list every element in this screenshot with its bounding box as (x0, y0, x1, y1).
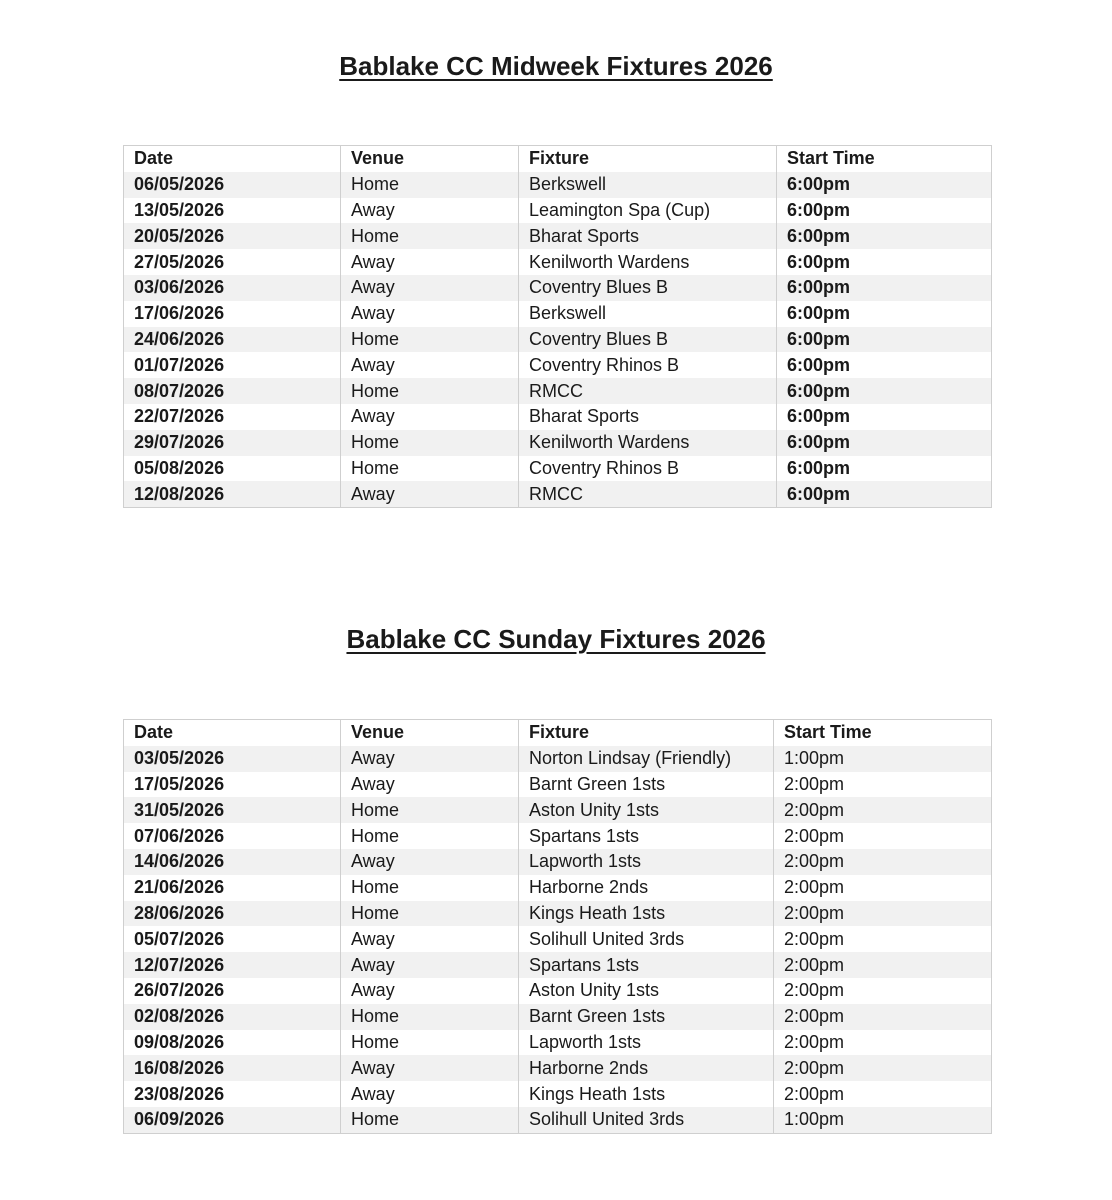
venue-column-header: Venue (341, 720, 519, 746)
fixture-venue: Home (341, 223, 519, 249)
fixture-venue: Away (341, 198, 519, 224)
fixture-date: 24/06/2026 (124, 327, 341, 353)
date-column-header: Date (124, 146, 341, 172)
table-row (124, 1107, 992, 1133)
fixture-venue: Away (341, 404, 519, 430)
fixture-opponent: Aston Unity 1sts (519, 797, 774, 823)
fixture-venue: Away (341, 952, 519, 978)
fixture-opponent: Kenilworth Wardens (519, 430, 777, 456)
fixture-date: 03/05/2026 (124, 746, 341, 772)
fixture-venue: Home (341, 823, 519, 849)
fixture-opponent: Lapworth 1sts (519, 1030, 774, 1056)
fixture-date: 13/05/2026 (124, 198, 341, 224)
fixture-start-time: 2:00pm (774, 849, 992, 875)
table-row (124, 952, 992, 978)
fixture-date: 23/08/2026 (124, 1081, 341, 1107)
fixture-venue: Home (341, 1107, 519, 1133)
fixture-venue: Away (341, 978, 519, 1004)
fixture-start-time: 2:00pm (774, 772, 992, 798)
table-row (124, 327, 992, 353)
fixture-venue: Away (341, 249, 519, 275)
fixture-date: 06/05/2026 (124, 172, 341, 198)
fixture-start-time: 1:00pm (774, 1107, 992, 1133)
start-time-column-header: Start Time (774, 720, 992, 746)
fixture-column-header: Fixture (519, 720, 774, 746)
fixture-opponent: Norton Lindsay (Friendly) (519, 746, 774, 772)
fixture-venue: Home (341, 378, 519, 404)
fixture-start-time: 6:00pm (777, 223, 992, 249)
fixture-venue: Away (341, 926, 519, 952)
fixture-start-time: 2:00pm (774, 952, 992, 978)
table-row (124, 198, 992, 224)
table-row (124, 172, 992, 198)
fixture-date: 17/06/2026 (124, 301, 341, 327)
fixture-start-time: 6:00pm (777, 172, 992, 198)
fixture-date: 28/06/2026 (124, 901, 341, 927)
fixture-venue: Home (341, 797, 519, 823)
fixture-start-time: 6:00pm (777, 430, 992, 456)
fixture-start-time: 6:00pm (777, 481, 992, 507)
table-row (124, 223, 992, 249)
table-row (124, 1081, 992, 1107)
fixture-opponent: Barnt Green 1sts (519, 1004, 774, 1030)
fixture-date: 20/05/2026 (124, 223, 341, 249)
table-row (124, 772, 992, 798)
fixture-opponent: Barnt Green 1sts (519, 772, 774, 798)
fixture-date: 26/07/2026 (124, 978, 341, 1004)
fixture-start-time: 2:00pm (774, 797, 992, 823)
fixture-opponent: Spartans 1sts (519, 952, 774, 978)
fixture-opponent: Leamington Spa (Cup) (519, 198, 777, 224)
fixture-start-time: 2:00pm (774, 978, 992, 1004)
table-row (124, 430, 992, 456)
fixture-start-time: 2:00pm (774, 1055, 992, 1081)
fixture-venue: Away (341, 275, 519, 301)
fixture-opponent: Kings Heath 1sts (519, 901, 774, 927)
fixture-date: 05/08/2026 (124, 456, 341, 482)
table-row (124, 797, 992, 823)
table-row (124, 352, 992, 378)
fixture-date: 08/07/2026 (124, 378, 341, 404)
table-row (124, 275, 992, 301)
fixture-opponent: Coventry Blues B (519, 275, 777, 301)
table-row (124, 978, 992, 1004)
midweek-fixtures-title: Bablake CC Midweek Fixtures 2026 (339, 51, 773, 81)
fixture-venue: Away (341, 746, 519, 772)
table-row (124, 481, 992, 507)
table-row (124, 746, 992, 772)
fixture-start-time: 6:00pm (777, 249, 992, 275)
fixture-opponent: Berkswell (519, 301, 777, 327)
table-row (124, 456, 992, 482)
fixture-venue: Home (341, 1030, 519, 1056)
fixture-venue: Away (341, 1055, 519, 1081)
fixture-opponent: Lapworth 1sts (519, 849, 774, 875)
fixture-date: 09/08/2026 (124, 1030, 341, 1056)
fixture-venue: Home (341, 875, 519, 901)
table-row (124, 823, 992, 849)
table-row (124, 301, 992, 327)
fixture-opponent: Kings Heath 1sts (519, 1081, 774, 1107)
fixture-start-time: 1:00pm (774, 746, 992, 772)
fixture-start-time: 6:00pm (777, 275, 992, 301)
sunday-fixtures-body (124, 746, 992, 1133)
fixture-start-time: 2:00pm (774, 1081, 992, 1107)
fixture-start-time: 6:00pm (777, 301, 992, 327)
fixture-start-time: 6:00pm (777, 352, 992, 378)
fixture-venue: Home (341, 430, 519, 456)
fixture-start-time: 6:00pm (777, 404, 992, 430)
fixture-date: 12/08/2026 (124, 481, 341, 507)
fixture-date: 06/09/2026 (124, 1107, 341, 1133)
fixture-venue: Away (341, 1081, 519, 1107)
fixture-column-header: Fixture (519, 146, 777, 172)
midweek-fixtures-table (123, 145, 992, 508)
midweek-fixtures-body (124, 172, 992, 508)
fixture-opponent: Coventry Rhinos B (519, 352, 777, 378)
start-time-column-header: Start Time (777, 146, 992, 172)
fixture-date: 17/05/2026 (124, 772, 341, 798)
date-column-header: Date (124, 720, 341, 746)
fixture-opponent: Bharat Sports (519, 223, 777, 249)
fixture-date: 07/06/2026 (124, 823, 341, 849)
fixture-start-time: 2:00pm (774, 926, 992, 952)
fixture-start-time: 2:00pm (774, 1030, 992, 1056)
table-header-row (124, 146, 992, 172)
fixture-opponent: RMCC (519, 378, 777, 404)
fixture-date: 14/06/2026 (124, 849, 341, 875)
fixture-opponent: Coventry Rhinos B (519, 456, 777, 482)
sunday-fixtures-table (123, 719, 992, 1134)
fixture-venue: Home (341, 1004, 519, 1030)
table-row (124, 249, 992, 275)
fixture-opponent: Harborne 2nds (519, 875, 774, 901)
fixture-date: 02/08/2026 (124, 1004, 341, 1030)
table-row (124, 849, 992, 875)
fixture-opponent: Harborne 2nds (519, 1055, 774, 1081)
fixture-date: 01/07/2026 (124, 352, 341, 378)
fixture-opponent: Solihull United 3rds (519, 926, 774, 952)
fixture-venue: Home (341, 901, 519, 927)
table-row (124, 378, 992, 404)
table-row (124, 1030, 992, 1056)
fixture-start-time: 6:00pm (777, 198, 992, 224)
fixture-venue: Away (341, 352, 519, 378)
fixture-start-time: 6:00pm (777, 378, 992, 404)
fixture-venue: Away (341, 301, 519, 327)
fixture-opponent: Aston Unity 1sts (519, 978, 774, 1004)
fixture-opponent: Kenilworth Wardens (519, 249, 777, 275)
fixture-venue: Home (341, 172, 519, 198)
fixture-venue: Away (341, 849, 519, 875)
fixture-start-time: 6:00pm (777, 456, 992, 482)
fixture-date: 21/06/2026 (124, 875, 341, 901)
fixture-start-time: 2:00pm (774, 823, 992, 849)
fixture-start-time: 2:00pm (774, 901, 992, 927)
fixture-opponent: Berkswell (519, 172, 777, 198)
fixture-date: 12/07/2026 (124, 952, 341, 978)
fixture-date: 16/08/2026 (124, 1055, 341, 1081)
fixture-start-time: 2:00pm (774, 875, 992, 901)
table-row (124, 1004, 992, 1030)
table-header-row (124, 720, 992, 746)
table-row (124, 926, 992, 952)
fixture-date: 22/07/2026 (124, 404, 341, 430)
fixture-venue: Away (341, 481, 519, 507)
fixture-date: 27/05/2026 (124, 249, 341, 275)
fixture-date: 29/07/2026 (124, 430, 341, 456)
fixture-date: 03/06/2026 (124, 275, 341, 301)
fixture-opponent: Bharat Sports (519, 404, 777, 430)
fixture-opponent: RMCC (519, 481, 777, 507)
table-row (124, 901, 992, 927)
table-row (124, 1055, 992, 1081)
fixture-venue: Home (341, 327, 519, 353)
fixture-start-time: 2:00pm (774, 1004, 992, 1030)
venue-column-header: Venue (341, 146, 519, 172)
fixture-opponent: Solihull United 3rds (519, 1107, 774, 1133)
fixture-date: 31/05/2026 (124, 797, 341, 823)
table-row (124, 875, 992, 901)
table-row (124, 404, 992, 430)
fixture-venue: Away (341, 772, 519, 798)
fixture-start-time: 6:00pm (777, 327, 992, 353)
sunday-fixtures-title: Bablake CC Sunday Fixtures 2026 (346, 624, 766, 654)
fixture-venue: Home (341, 456, 519, 482)
fixture-opponent: Spartans 1sts (519, 823, 774, 849)
fixture-opponent: Coventry Blues B (519, 327, 777, 353)
fixture-date: 05/07/2026 (124, 926, 341, 952)
